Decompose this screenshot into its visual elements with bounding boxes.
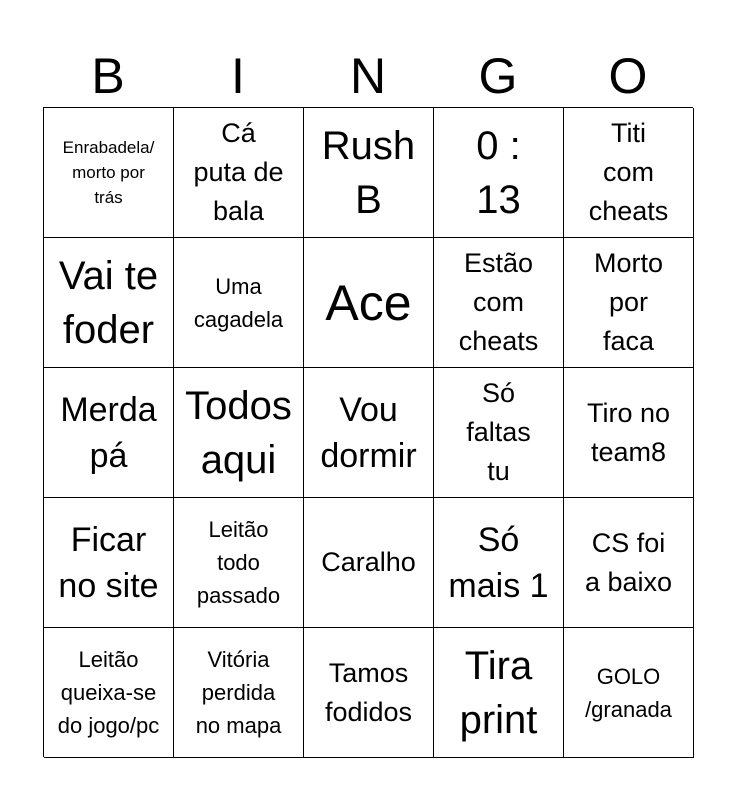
bingo-cell[interactable]: Tiro no team8 (564, 368, 694, 498)
header-letter-i: I (231, 48, 245, 104)
bingo-cell[interactable]: Leitão queixa-se do jogo/pc (44, 628, 174, 758)
bingo-cell[interactable]: GOLO /granada (564, 628, 694, 758)
bingo-cell[interactable]: Caralho (304, 498, 434, 628)
bingo-cell[interactable]: Vai te foder (44, 238, 174, 368)
bingo-cell[interactable]: Leitão todo passado (174, 498, 304, 628)
bingo-cell[interactable]: Tira print (434, 628, 564, 758)
bingo-grid (43, 107, 693, 757)
bingo-cell[interactable]: Cá puta de bala (174, 108, 304, 238)
header-letter-b: B (91, 48, 125, 104)
header-letter-o: O (608, 48, 648, 104)
bingo-cell[interactable]: Todos aqui (174, 368, 304, 498)
bingo-cell[interactable]: Vou dormir (304, 368, 434, 498)
bingo-header (43, 44, 693, 108)
bingo-cell[interactable]: Só faltas tu (434, 368, 564, 498)
bingo-cell[interactable]: CS foi a baixo (564, 498, 694, 628)
bingo-cell[interactable]: Estão com cheats (434, 238, 564, 368)
bingo-cell[interactable]: Enrabadela/ morto por trás (44, 108, 174, 238)
bingo-cell[interactable]: Rush B (304, 108, 434, 238)
bingo-cell[interactable]: Uma cagadela (174, 238, 304, 368)
bingo-cell[interactable]: Tamos fodidos (304, 628, 434, 758)
bingo-cell[interactable]: Ace (304, 238, 434, 368)
header-letter-g: G (478, 48, 518, 104)
bingo-cell[interactable]: Só mais 1 (434, 498, 564, 628)
bingo-cell[interactable]: Vitória perdida no mapa (174, 628, 304, 758)
bingo-cell[interactable]: 0 : 13 (434, 108, 564, 238)
bingo-cell[interactable]: Merda pá (44, 368, 174, 498)
bingo-cell[interactable]: Ficar no site (44, 498, 174, 628)
header-letter-n: N (349, 48, 387, 104)
bingo-cell[interactable]: Morto por faca (564, 238, 694, 368)
bingo-cell[interactable]: Titi com cheats (564, 108, 694, 238)
